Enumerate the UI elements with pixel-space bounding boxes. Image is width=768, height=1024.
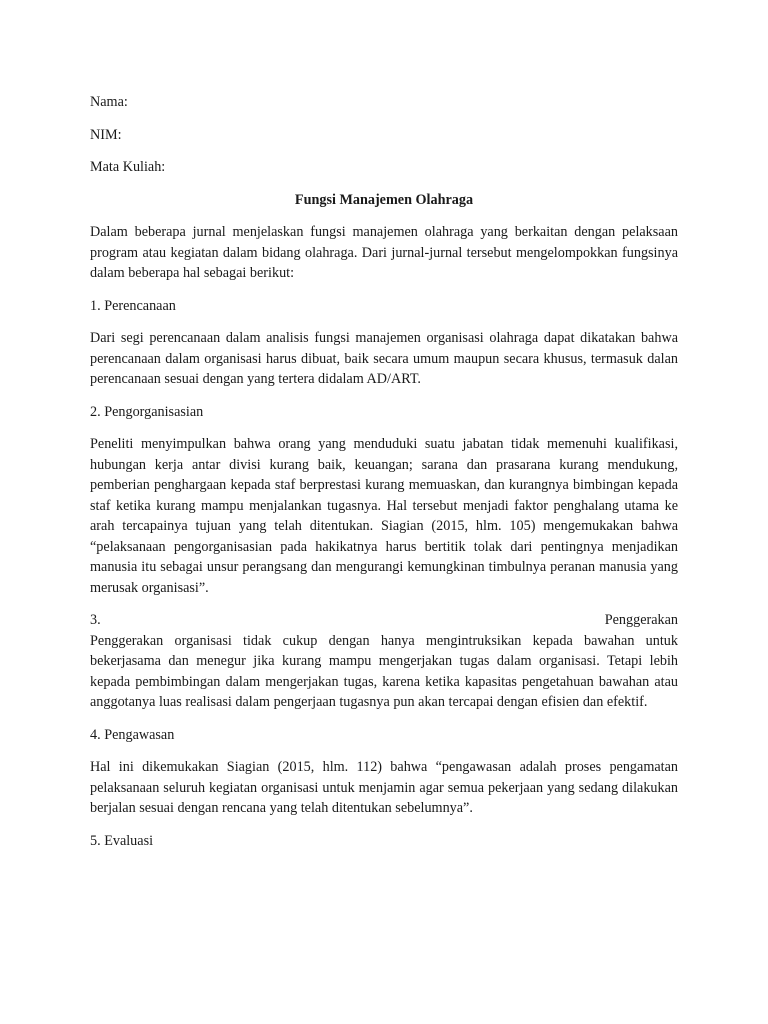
section-body-pengawasan: Hal ini dikemukakan Siagian (2015, hlm. 112) bahwa “pengawasan adalah proses pengamatan pelaksanaan seluruh kegiatan organisasi untuk menjamin agar semua pekerjaan yang sedang dilakukan berjalan sesuai dengan rencana yang telah ditentukan sebelumnya”. [90, 759, 678, 816]
document-title: Fungsi Manajemen Olahraga [294, 191, 474, 208]
name-label: Nama: [90, 94, 128, 110]
intro-paragraph: Dalam beberapa jurnal menjelaskan fungsi manajemen olahraga yang berkaitan dengan pelaksaan program atau kegiatan dalam bidang olahraga. Dari jurnal-jurnal tersebut mengelompokkan fungsinya dalam beberapa hal sebagai berikut: [90, 224, 678, 281]
section-number-penggerakan: 3. [90, 612, 101, 628]
section-heading-perencanaan: 1. Perencanaan [90, 297, 176, 314]
section-body-perencanaan: Dari segi perencanaan dalam analisis fungsi manajemen organisasi olahraga dapat dikatakan bahwa perencanaan dalam organisasi harus dibuat, baik secara umum maupun secara khusus, termasuk dalan perencanaan sesuai dengan yang tertera didalam AD/ART. [90, 330, 678, 387]
section-body-penggerakan: Penggerakan organisasi tidak cukup dengan hanya mengintruksikan kepada bawahan untuk bekerjasama dan menegur jika kurang mampu mengerjakan tugas dalam organisasi. Tetapi lebih kepada pembimbingan dalam mengerjakan tugas, karena ketika kapasitas pengetahuan bawahan atau anggotanya luas realisasi dalam pengerjaan tugasnya pun akan tercapai dengan efisien dan efektif. [90, 632, 678, 710]
section-heading-pengorganisasian: 2. Pengorganisasian [90, 403, 204, 420]
course-label: Mata Kuliah: [90, 159, 166, 175]
section-body-pengorganisasian: Peneliti menyimpulkan bahwa orang yang menduduki suatu jabatan tidak memenuhi kualifikasi, hubungan kerja antar divisi kurang baik, keuangan; sarana dan prasarana kurang mendukung, pemberian penghargaan kepada staf berprestasi kurang memuaskan, dan kurangnya bimbingan kepada staf ketika kurang mampu menjalankan tugasnya. Hal tersebut menjadi faktor penghalang utama ke arah tercapainya tujuan yang telah ditentukan. Siagian (2015, hlm. 105) mengemukakan bahwa “pelaksanaan pengorganisasian pada hakikatnya harus bertitik tolak dari pentingnya menjadikan manusia itu sebagai unsur perangsang dan mengurangi kemungkinan timbulnya peranan manusia yang merusak organisasi”. [90, 436, 678, 596]
nim-label: NIM: [90, 126, 122, 143]
section-heading-pengawasan: 4. Pengawasan [90, 726, 175, 743]
section-title-penggerakan: Penggerakan [604, 612, 678, 628]
section-heading-penggerakan [90, 610, 678, 631]
section-heading-evaluasi: 5. Evaluasi [90, 832, 154, 849]
